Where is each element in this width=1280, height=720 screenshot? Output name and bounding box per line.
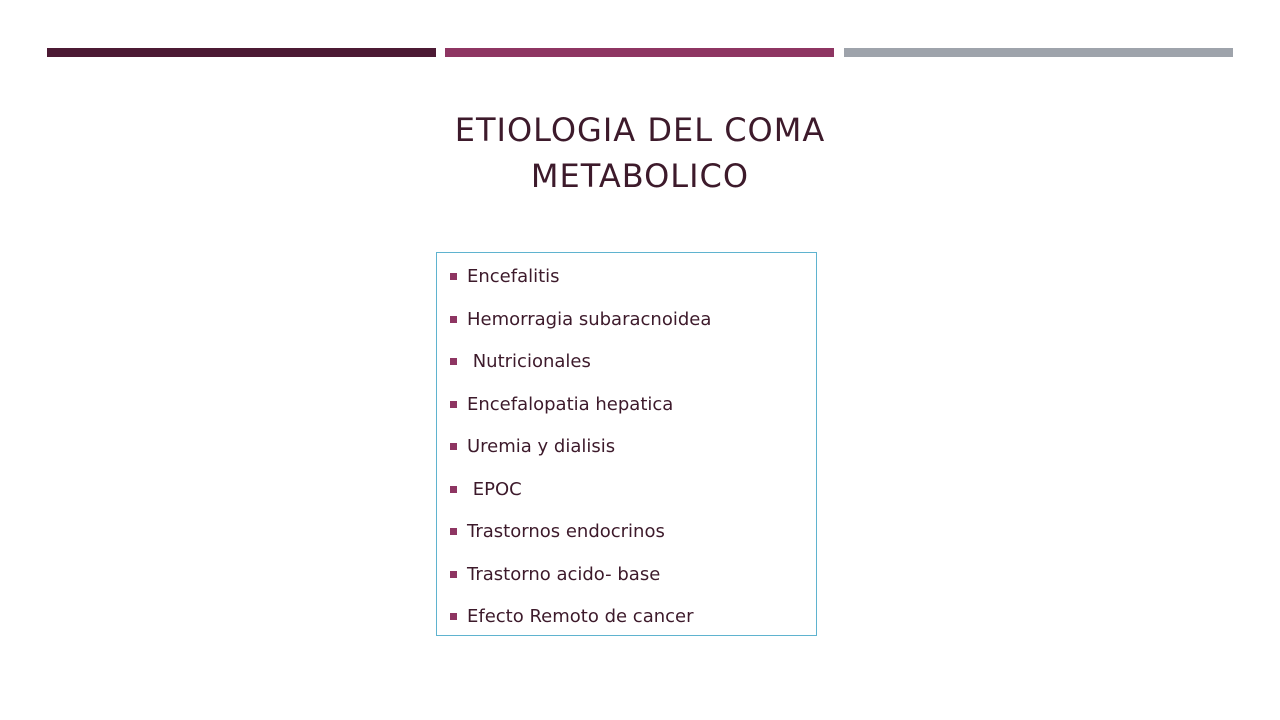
list-item-text: Efecto Remoto de cancer <box>467 605 694 627</box>
list-item-text: Uremia y dialisis <box>467 435 616 457</box>
accent-bar-right <box>844 48 1233 57</box>
square-bullet-icon <box>450 358 457 365</box>
list-item <box>450 349 591 373</box>
list-item <box>450 562 660 586</box>
square-bullet-icon <box>450 316 457 323</box>
list-item <box>450 434 615 458</box>
square-bullet-icon <box>450 486 457 493</box>
list-item-text: Trastorno acido- base <box>467 563 661 585</box>
list-item <box>450 477 522 501</box>
square-bullet-icon <box>450 443 457 450</box>
list-item-text: Nutricionales <box>467 350 591 372</box>
list-item <box>450 264 560 288</box>
square-bullet-icon <box>450 528 457 535</box>
slide-title-line-1: ETIOLOGIA DEL COMA <box>454 111 826 149</box>
accent-bar-left <box>47 48 436 57</box>
list-item <box>450 519 665 543</box>
accent-bar-middle <box>445 48 834 57</box>
list-item-text: Encefalopatia hepatica <box>467 393 674 415</box>
square-bullet-icon <box>450 401 457 408</box>
list-item <box>450 307 711 331</box>
list-item <box>450 392 673 416</box>
square-bullet-icon <box>450 613 457 620</box>
list-item-text: Trastornos endocrinos <box>467 520 665 542</box>
square-bullet-icon <box>450 571 457 578</box>
list-item-text: Hemorragia subaracnoidea <box>467 308 712 330</box>
slide-title-line-2: METABOLICO <box>530 157 750 195</box>
bullet-box <box>436 252 817 636</box>
list-item-text: Encefalitis <box>467 265 560 287</box>
list-item <box>450 604 694 628</box>
square-bullet-icon <box>450 273 457 280</box>
slide-title <box>340 107 940 199</box>
list-item-text: EPOC <box>467 478 522 500</box>
